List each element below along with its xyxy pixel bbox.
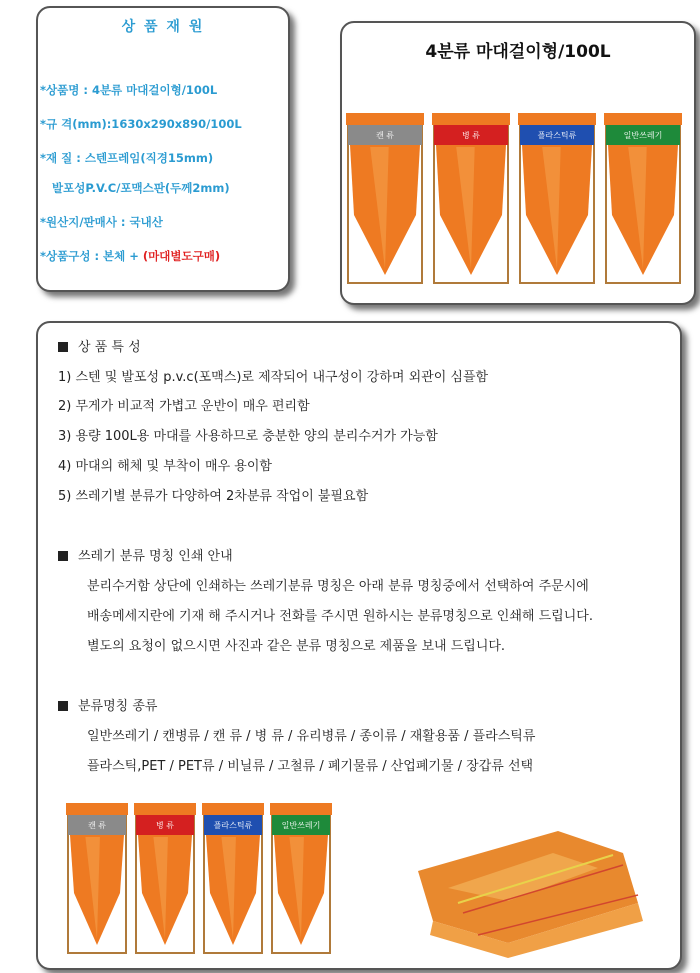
bin-stand: [202, 803, 264, 953]
categories-heading: 분류명칭 종류: [58, 695, 157, 714]
features-card: [36, 321, 682, 970]
product-photo: [342, 23, 694, 303]
spec-product-name: *상품명 : 4분류 마대걸이형/100L: [40, 83, 218, 97]
spec-dimensions: *규 격(mm):1630x290x890/100L: [40, 117, 242, 131]
printing-line: 배송메세지란에 기재 해 주시거나 전화를 주시면 원하시는 분류명칭으로 인쇄해 드립니다.: [87, 609, 593, 624]
bullet-square-icon: [58, 701, 68, 711]
bin-stand: [134, 803, 196, 953]
feature-item: 3) 용량 100L용 마대를 사용하므로 충분한 양의 분리수거가 가능함: [58, 429, 438, 444]
bin-label: 일반쓰레기: [623, 131, 663, 140]
product-photo-card: [340, 21, 696, 305]
features-heading: 상 품 특 성: [58, 336, 141, 355]
spec-origin: *원산지/판매사 : 국내산: [40, 215, 163, 229]
bin-label: 캔 류: [88, 821, 106, 830]
photo-title: 4분류 마대걸이형/100L: [425, 42, 611, 62]
categories-line: 일반쓰레기 / 캔병류 / 캔 류 / 병 류 / 유리병류 / 종이류 / 재활용품 / 플라스틱류: [87, 729, 536, 744]
bin-label: 캔 류: [376, 131, 394, 140]
spec-title: 상 품 재 원: [121, 19, 205, 35]
spec-composition-note: (마대별도구매): [142, 249, 221, 263]
bin-stand: [66, 803, 128, 953]
feature-item: 2) 무게가 비교적 가볍고 운반이 매우 편리함: [58, 399, 310, 414]
bin-label: 플라스틱류: [537, 131, 577, 140]
feature-item: 4) 마대의 해체 및 부착이 매우 용이함: [58, 459, 272, 474]
spec-composition-prefix: *상품구성 : 본체 +: [40, 249, 143, 263]
spec-card: [36, 6, 290, 292]
printing-line: 분리수거함 상단에 인쇄하는 쓰레기분류 명칭은 아래 분류 명칭중에서 선택하여 주문시에: [87, 579, 589, 594]
bin-stand: [432, 113, 510, 283]
bin-label: 병 류: [462, 131, 480, 140]
feature-item: 5) 쓰레기별 분류가 다양하여 2차분류 작업이 불필요함: [58, 489, 369, 504]
bin-label: 병 류: [156, 821, 174, 830]
bin-stand: [604, 113, 682, 283]
feature-item: 1) 스텐 및 발포성 p.v.c(포맥스)로 제작되어 내구성이 강하며 외관이 심플함: [58, 370, 489, 385]
printing-heading: 쓰레기 분류 명칭 인쇄 안내: [58, 545, 233, 564]
bin-stand: [518, 113, 596, 283]
bin-stand: [270, 803, 332, 953]
spec-composition: [40, 248, 220, 264]
bin-stands-illustration: [66, 803, 332, 953]
bullet-square-icon: [58, 551, 68, 561]
bin-label: 일반쓰레기: [281, 821, 321, 830]
spec-material: *재 질 : 스텐프레임(직경15mm): [40, 151, 214, 165]
bin-stand: [346, 113, 424, 283]
categories-line: 플라스틱,PET / PET류 / 비닐류 / 고철류 / 폐기물류 / 산업폐기물 / 장갑류 선택: [87, 759, 534, 774]
folded-sacks-illustration: [418, 831, 643, 958]
spec-material-2: 발포성P.V.C/포맥스판(두께2mm): [52, 181, 230, 195]
printing-line: 별도의 요청이 없으시면 사진과 같은 분류 명칭으로 제품을 보내 드립니다.: [87, 639, 506, 654]
bin-stands-illustration: [346, 113, 682, 283]
bin-label: 플라스틱류: [213, 821, 253, 830]
bottom-photo: [38, 793, 680, 963]
bullet-square-icon: [58, 342, 68, 352]
